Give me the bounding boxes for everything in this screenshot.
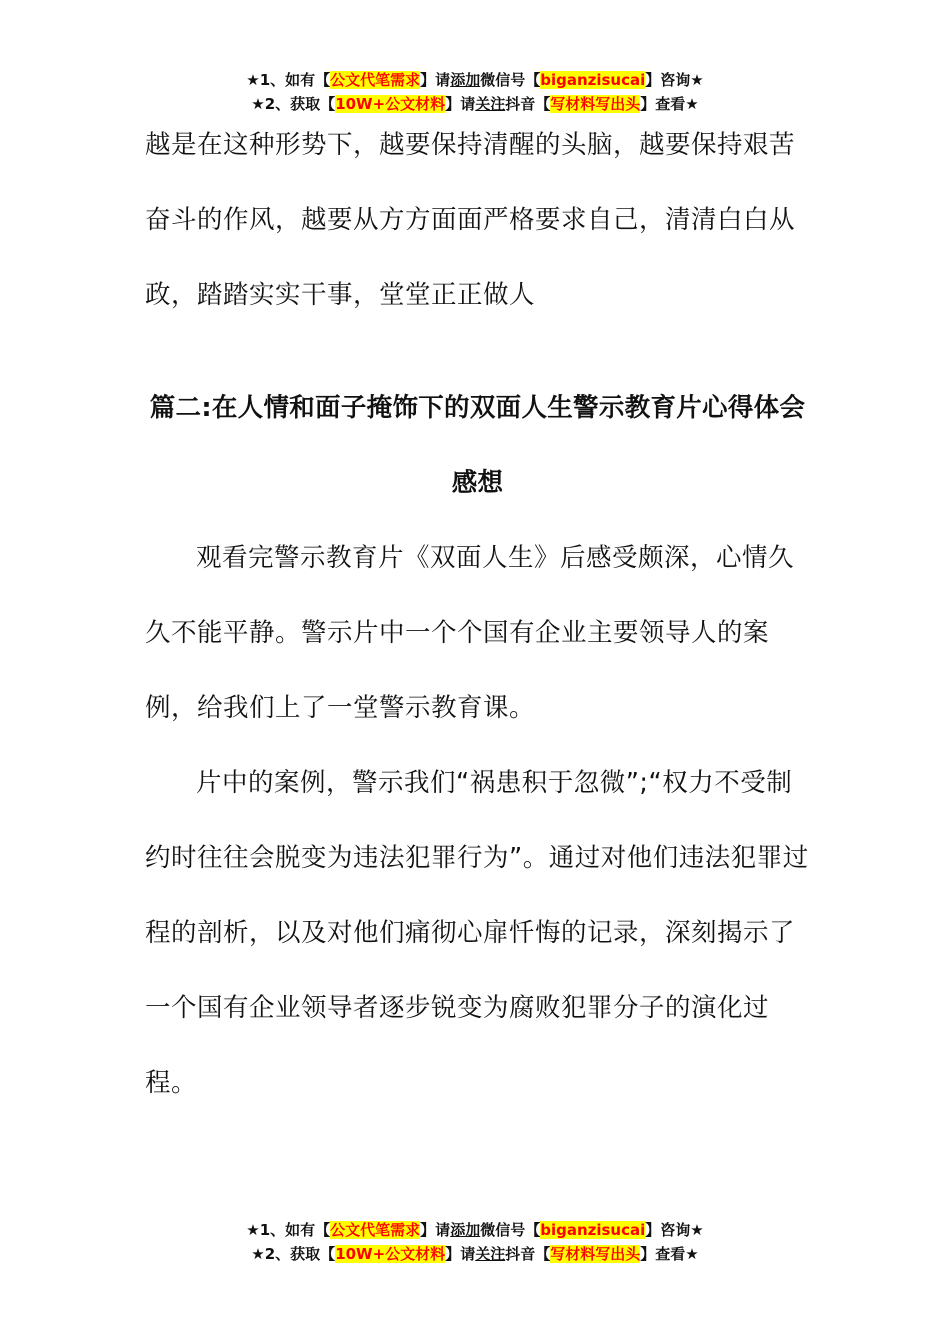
banner-line-1: ★1、如有【公文代笔需求】请添加微信号【biganzisucai】咨询★ bbox=[246, 71, 704, 89]
section-title: 篇二:在人情和面子掩饰下的双面人生警示教育片心得体会感想 bbox=[149, 393, 806, 498]
footer-highlight-douyin-account: 写材料写出头 bbox=[550, 1245, 641, 1263]
footer-highlight-wechat-id: biganzisucai bbox=[540, 1221, 646, 1239]
body-paragraph-2: 片中的案例，警示我们“祸患积于忽微”;“权力不受制约时往往会脱变为违法犯罪行为”。通过对他们违法犯罪过程的剖析，以及对他们痛彻心扉忏悔的记录，深刻揭示了一个国有企业领导者逐步锐变为腐败犯罪分子的演化过程。 bbox=[145, 768, 809, 1098]
highlight-service: 公文代笔需求 bbox=[330, 71, 421, 89]
highlight-materials: 10W+公文材料 bbox=[335, 95, 446, 113]
footer-banner-line-1: ★1、如有【公文代笔需求】请添加微信号【biganzisucai】咨询★ bbox=[246, 1221, 704, 1239]
highlight-douyin-account: 写材料写出头 bbox=[550, 95, 641, 113]
highlight-wechat-id: biganzisucai bbox=[540, 71, 646, 89]
footer-highlight-service: 公文代笔需求 bbox=[330, 1221, 421, 1239]
banner-line-2: ★2、获取【10W+公文材料】请关注抖音【写材料写出头】查看★ bbox=[251, 95, 699, 113]
footer-banner bbox=[0, 1218, 950, 1266]
intro-paragraph: 越是在这种形势下，越要保持清醒的头脑，越要保持艰苦奋斗的作风，越要从方方面面严格要求自己，清清白白从政，踏踏实实干事，堂堂正正做人 bbox=[145, 130, 796, 310]
body-paragraph-1: 观看完警示教育片《双面人生》后感受颇深，心情久久不能平静。警示片中一个个国有企业主要领导人的案例，给我们上了一堂警示教育课。 bbox=[145, 543, 795, 723]
document-body bbox=[145, 108, 810, 1121]
footer-highlight-materials: 10W+公文材料 bbox=[335, 1245, 446, 1263]
footer-banner-line-2: ★2、获取【10W+公文材料】请关注抖音【写材料写出头】查看★ bbox=[251, 1245, 699, 1263]
